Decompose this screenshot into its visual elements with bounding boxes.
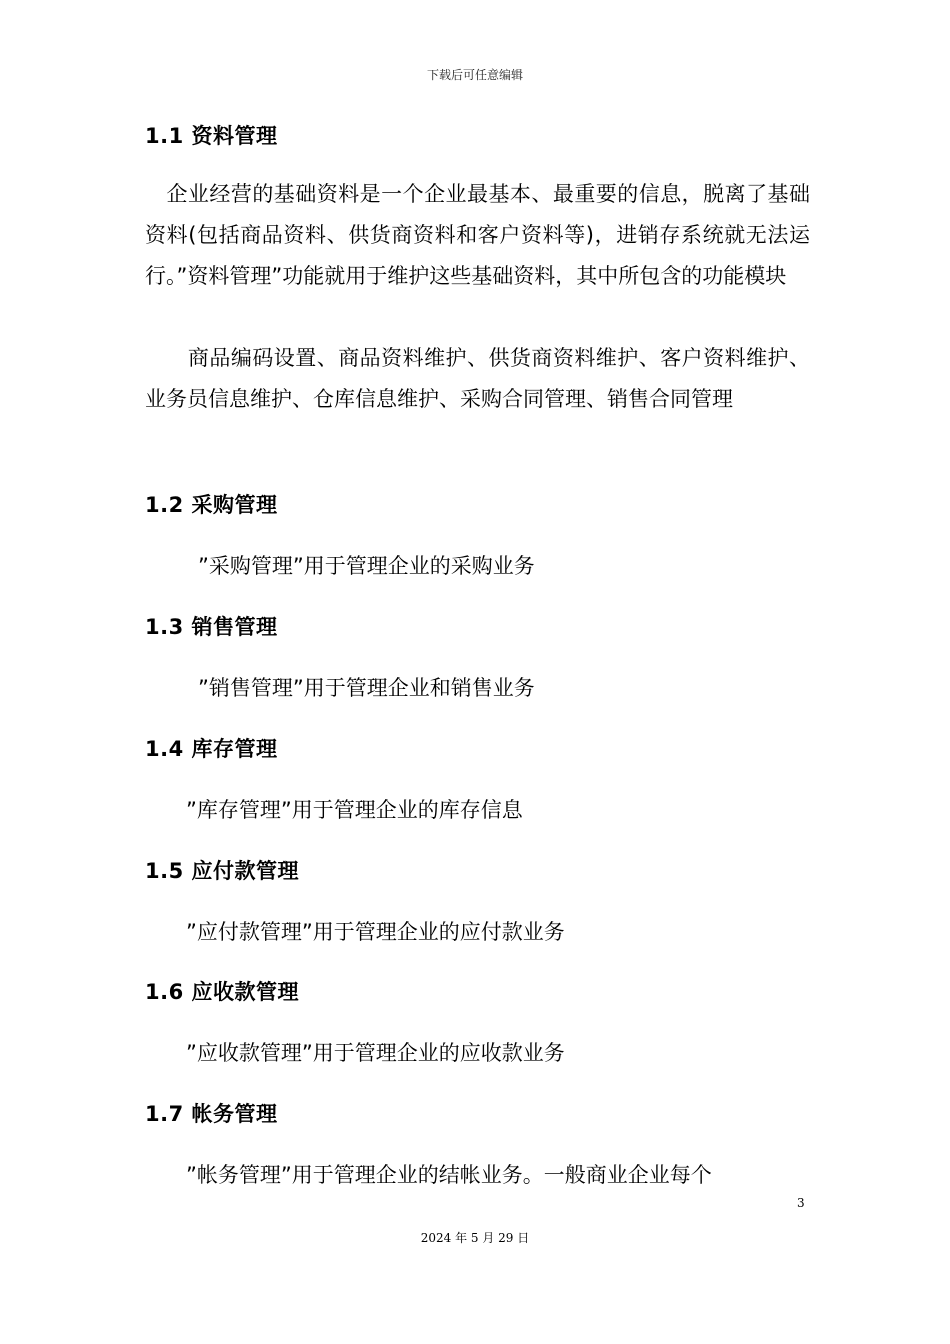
section-1-5-body: ”应付款管理”用于管理企业的应付款业务 <box>186 920 565 944</box>
section-heading-1-4: 1.4 库存管理 <box>145 737 278 761</box>
page-footer-date: 2024 年 5 月 29 日 <box>420 1231 530 1245</box>
section-heading-1-5: 1.5 应付款管理 <box>145 859 300 883</box>
section-1-4-body: ”库存管理”用于管理企业的库存信息 <box>186 798 523 822</box>
section-1-1-paragraph-1: 企业经营的基础资料是一个企业最基本、最重要的信息，脱离了基础资料(包括商品资料、供货商资料和客户资料等)，进销存系统就无法运行。”资料管理”功能就用于维护这些基础资料，其中所包含的功能模块 <box>145 182 810 288</box>
section-1-1-paragraph-2: 商品编码设置、商品资料维护、供货商资料维护、客户资料维护、业务员信息维护、仓库信息维护、采购合同管理、销售合同管理 <box>145 346 810 411</box>
page-number: 3 <box>797 1196 805 1210</box>
section-1-3-body: ”销售管理”用于管理企业和销售业务 <box>198 676 535 700</box>
section-heading-1-2: 1.2 采购管理 <box>145 493 278 517</box>
section-heading-1-6: 1.6 应收款管理 <box>145 980 300 1004</box>
section-heading-1-3: 1.3 销售管理 <box>145 615 278 639</box>
section-1-6-body: ”应收款管理”用于管理企业的应收款业务 <box>186 1041 565 1065</box>
section-heading-1-1: 1.1 资料管理 <box>145 124 278 148</box>
section-1-2-body: ”采购管理”用于管理企业的采购业务 <box>198 554 535 578</box>
page-header: 下载后可任意编辑 <box>426 68 523 82</box>
section-heading-1-7: 1.7 帐务管理 <box>145 1102 278 1126</box>
section-1-7-body: ”帐务管理”用于管理企业的结帐业务。一般商业企业每个 <box>186 1163 712 1187</box>
